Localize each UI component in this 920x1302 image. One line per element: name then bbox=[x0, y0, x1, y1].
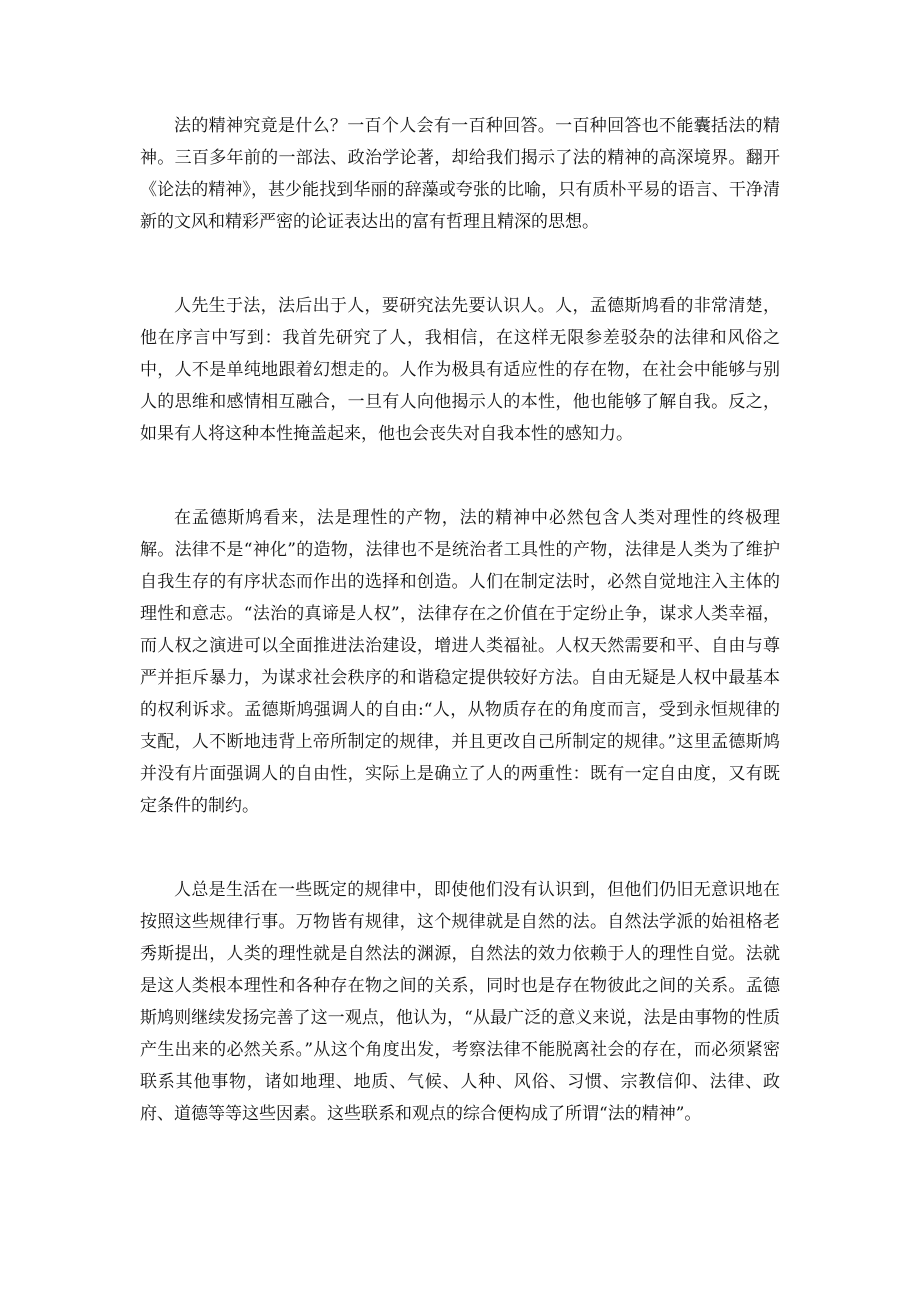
paragraph-3: 在孟德斯鸠看来，法是理性的产物，法的精神中必然包含人类对理性的终极理解。法律不是“神化”的造物，法律也不是统治者工具性的产物，法律是人类为了维护自我生存的有序状态而作出的选择和创造。人们在制定法时，必然自觉地注入主体的理性和意志。“法治的真谛是人权”，法律存在之价值在于定纷止争，谋求人类幸福，而人权之演进可以全面推进法治建设，增进人类福祉。人权天然需要和平、自由与尊严并拒斥暴力，为谋求社会秩序的和谐稳定提供较好方法。自由无疑是人权中最基本的权利诉求。孟德斯鸠强调人的自由:“人，从物质存在的角度而言，受到永恒规律的支配，人不断地违背上帝所制定的规律，并且更改自己所制定的规律。”这里孟德斯鸠并没有片面强调人的自由性，实际上是确立了人的两重性：既有一定自由度，又有既定条件的制约。 bbox=[140, 508, 780, 816]
paragraph-1: 法的精神究竟是什么？一百个人会有一百种回答。一百种回答也不能囊括法的精神。三百多年前的一部法、政治学论著，却给我们揭示了法的精神的高深境界。翻开《论法的精神》，甚少能找到华丽的辞藻或夸张的比喻，只有质朴平易的语言、干净清新的文风和精彩严密的论证表达出的富有哲理且精深的思想。 bbox=[140, 116, 780, 232]
paragraph-4: 人总是生活在一些既定的规律中，即使他们没有认识到，但他们仍旧无意识地在按照这些规律行事。万物皆有规律，这个规律就是自然的法。自然法学派的始祖格老秀斯提出，人类的理性就是自然法的渊源，自然法的效力依赖于人的理性自觉。法就是这人类根本理性和各种存在物之间的关系，同时也是存在物彼此之间的关系。孟德斯鸠则继续发扬完善了这一观点，他认为，“从最广泛的意义来说，法是由事物的性质产生出来的必然关系。”从这个角度出发，考察法律不能脱离社会的存在，而必须紧密联系其他事物，诸如地理、地质、气候、人种、风俗、习惯、宗教信仰、法律、政府、道德等等这些因素。这些联系和观点的综合便构成了所谓“法的精神”。 bbox=[140, 880, 780, 1124]
document-page bbox=[140, 110, 780, 1182]
paragraph-2: 人先生于法，法后出于人，要研究法先要认识人。人，孟德斯鸠看的非常清楚，他在序言中写到：我首先研究了人，我相信，在这样无限参差驳杂的法律和风俗之中，人不是单纯地跟着幻想走的。人作为极具有适应性的存在物，在社会中能够与别人的思维和感情相互融合，一旦有人向他揭示人的本性，他也能够了解自我。反之，如果有人将这种本性掩盖起来，他也会丧失对自我本性的感知力。 bbox=[140, 296, 780, 444]
